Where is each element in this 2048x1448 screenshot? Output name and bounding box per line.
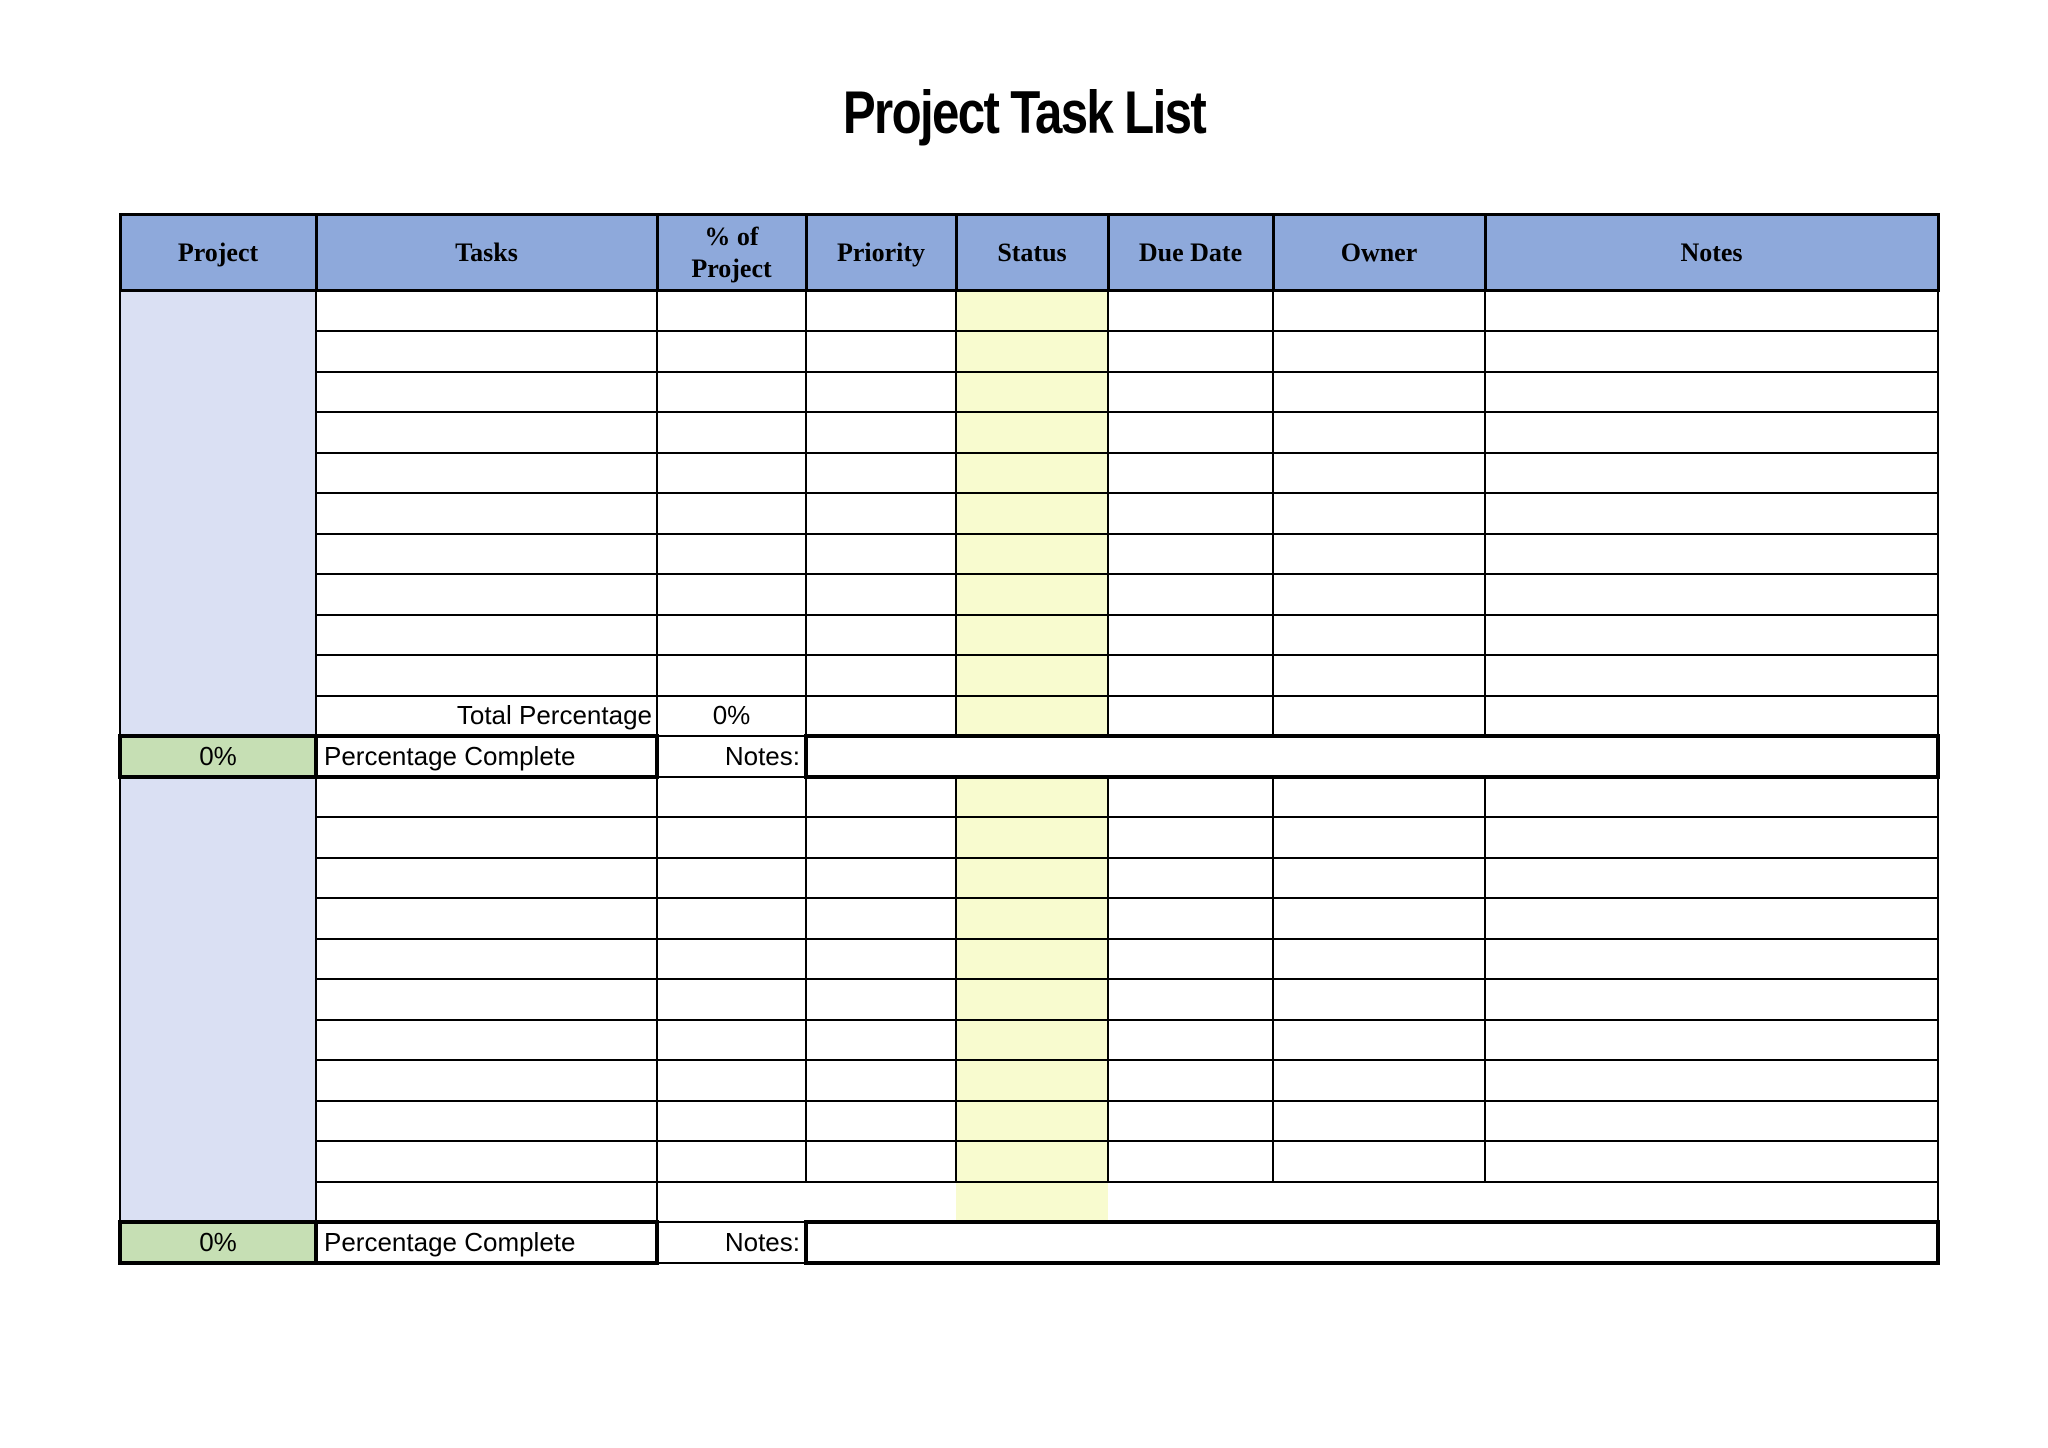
priority-cell[interactable] bbox=[806, 817, 956, 858]
task-cell[interactable] bbox=[316, 817, 657, 858]
pct-of-project-cell[interactable] bbox=[657, 291, 806, 332]
notes-cell[interactable] bbox=[1485, 939, 1938, 980]
pct-of-project-cell[interactable] bbox=[657, 898, 806, 939]
pct-of-project-cell[interactable] bbox=[657, 453, 806, 494]
pct-of-project-cell[interactable] bbox=[657, 858, 806, 899]
owner-cell[interactable] bbox=[1273, 817, 1485, 858]
pct-of-project-cell[interactable] bbox=[657, 331, 806, 372]
task-cell[interactable] bbox=[316, 291, 657, 332]
total-percentage-row bbox=[120, 696, 1938, 737]
due-date-cell[interactable] bbox=[1108, 453, 1273, 494]
task-cell[interactable] bbox=[316, 939, 657, 980]
task-row bbox=[120, 979, 1938, 1020]
owner-cell[interactable] bbox=[1273, 412, 1485, 453]
priority-cell[interactable] bbox=[806, 777, 956, 818]
task-row bbox=[120, 939, 1938, 980]
notes-cell[interactable] bbox=[1485, 1060, 1938, 1101]
due-date-cell[interactable] bbox=[1108, 1141, 1273, 1182]
owner-cell[interactable] bbox=[1273, 331, 1485, 372]
status-cell[interactable] bbox=[956, 574, 1108, 615]
pct-of-project-cell[interactable] bbox=[657, 777, 806, 818]
priority-cell[interactable] bbox=[806, 453, 956, 494]
pct-of-project-cell[interactable] bbox=[657, 372, 806, 413]
pct-of-project-cell[interactable] bbox=[657, 1141, 806, 1182]
task-row bbox=[120, 412, 1938, 453]
status-cell[interactable] bbox=[956, 291, 1108, 332]
blank-cell bbox=[1108, 1182, 1273, 1223]
task-row bbox=[120, 1101, 1938, 1142]
task-table bbox=[118, 213, 1940, 1265]
notes-label: Notes: bbox=[657, 736, 806, 777]
task-row bbox=[120, 372, 1938, 413]
status-cell[interactable] bbox=[956, 1141, 1108, 1182]
pct-of-project-cell[interactable] bbox=[657, 574, 806, 615]
col-header-owner: Owner bbox=[1273, 215, 1485, 291]
priority-cell[interactable] bbox=[806, 1141, 956, 1182]
pct-of-project-cell[interactable] bbox=[657, 817, 806, 858]
due-date-cell[interactable] bbox=[1108, 412, 1273, 453]
priority-cell[interactable] bbox=[806, 493, 956, 534]
notes-cell[interactable] bbox=[1485, 655, 1938, 696]
priority-cell[interactable] bbox=[806, 858, 956, 899]
total-percentage-label: Total Percentage bbox=[316, 696, 657, 737]
task-row bbox=[120, 777, 1938, 818]
col-header-status: Status bbox=[956, 215, 1108, 291]
task-row bbox=[120, 574, 1938, 615]
pct-of-project-cell[interactable] bbox=[657, 1020, 806, 1061]
due-date-cell[interactable] bbox=[1108, 939, 1273, 980]
due-date-cell[interactable] bbox=[1108, 574, 1273, 615]
due-date-cell[interactable] bbox=[1108, 534, 1273, 575]
task-cell[interactable] bbox=[316, 574, 657, 615]
owner-cell[interactable] bbox=[1273, 696, 1485, 737]
status-cell[interactable] bbox=[956, 1060, 1108, 1101]
due-date-cell[interactable] bbox=[1108, 777, 1273, 818]
status-cell[interactable] bbox=[956, 777, 1108, 818]
due-date-cell[interactable] bbox=[1108, 291, 1273, 332]
status-cell[interactable] bbox=[956, 858, 1108, 899]
notes-cell[interactable] bbox=[1485, 1101, 1938, 1142]
due-date-cell[interactable] bbox=[1108, 655, 1273, 696]
status-cell[interactable] bbox=[956, 1020, 1108, 1061]
owner-cell[interactable] bbox=[1273, 898, 1485, 939]
task-row bbox=[120, 534, 1938, 575]
page-title: Project Task List bbox=[842, 79, 1206, 146]
due-date-cell[interactable] bbox=[1108, 1060, 1273, 1101]
status-cell[interactable] bbox=[956, 655, 1108, 696]
blank-row bbox=[120, 1182, 1938, 1223]
due-date-cell[interactable] bbox=[1108, 615, 1273, 656]
task-cell[interactable] bbox=[316, 858, 657, 899]
owner-cell[interactable] bbox=[1273, 615, 1485, 656]
notes-cell[interactable] bbox=[1485, 898, 1938, 939]
notes-cell[interactable] bbox=[1485, 696, 1938, 737]
priority-cell[interactable] bbox=[806, 331, 956, 372]
task-row bbox=[120, 1020, 1938, 1061]
percentage-complete-row bbox=[120, 736, 1938, 777]
priority-cell[interactable] bbox=[806, 939, 956, 980]
priority-cell[interactable] bbox=[806, 291, 956, 332]
priority-cell[interactable] bbox=[806, 534, 956, 575]
task-cell[interactable] bbox=[316, 1182, 657, 1223]
col-header-priority: Priority bbox=[806, 215, 956, 291]
percentage-complete-label: Percentage Complete bbox=[316, 736, 657, 777]
task-row bbox=[120, 615, 1938, 656]
status-cell[interactable] bbox=[956, 939, 1108, 980]
blank-cell bbox=[657, 1182, 806, 1223]
notes-label: Notes: bbox=[657, 1222, 806, 1263]
notes-cell[interactable] bbox=[1485, 493, 1938, 534]
status-cell[interactable] bbox=[956, 979, 1108, 1020]
notes-cell[interactable] bbox=[1485, 858, 1938, 899]
status-cell[interactable] bbox=[956, 534, 1108, 575]
percentage-complete-value: 0% bbox=[120, 1222, 316, 1263]
col-header-pct-line1: % of bbox=[704, 221, 759, 251]
status-cell[interactable] bbox=[956, 453, 1108, 494]
status-cell[interactable] bbox=[956, 817, 1108, 858]
due-date-cell[interactable] bbox=[1108, 493, 1273, 534]
total-percentage-value: 0% bbox=[657, 696, 806, 737]
notes-cell[interactable] bbox=[1485, 372, 1938, 413]
task-cell[interactable] bbox=[316, 331, 657, 372]
status-cell bbox=[956, 1182, 1108, 1223]
priority-cell[interactable] bbox=[806, 979, 956, 1020]
owner-cell[interactable] bbox=[1273, 655, 1485, 696]
notes-cell[interactable] bbox=[1485, 1020, 1938, 1061]
due-date-cell[interactable] bbox=[1108, 372, 1273, 413]
task-table-body bbox=[120, 291, 1938, 1263]
pct-of-project-cell[interactable] bbox=[657, 655, 806, 696]
due-date-cell[interactable] bbox=[1108, 331, 1273, 372]
priority-cell[interactable] bbox=[806, 412, 956, 453]
task-cell[interactable] bbox=[316, 453, 657, 494]
owner-cell[interactable] bbox=[1273, 372, 1485, 413]
task-row bbox=[120, 291, 1938, 332]
notes-cell[interactable] bbox=[1485, 979, 1938, 1020]
notes-cell[interactable] bbox=[1485, 291, 1938, 332]
task-cell[interactable] bbox=[316, 1101, 657, 1142]
priority-cell[interactable] bbox=[806, 1020, 956, 1061]
pct-of-project-cell[interactable] bbox=[657, 1060, 806, 1101]
owner-cell[interactable] bbox=[1273, 291, 1485, 332]
owner-cell[interactable] bbox=[1273, 1060, 1485, 1101]
owner-cell[interactable] bbox=[1273, 1020, 1485, 1061]
priority-cell[interactable] bbox=[806, 1101, 956, 1142]
col-header-pct-line2: Project bbox=[691, 253, 772, 283]
pct-of-project-cell[interactable] bbox=[657, 615, 806, 656]
task-cell[interactable] bbox=[316, 655, 657, 696]
task-cell[interactable] bbox=[316, 372, 657, 413]
blank-cell bbox=[1485, 1182, 1938, 1223]
notes-cell[interactable] bbox=[1485, 534, 1938, 575]
due-date-cell[interactable] bbox=[1108, 858, 1273, 899]
owner-cell[interactable] bbox=[1273, 858, 1485, 899]
due-date-cell[interactable] bbox=[1108, 898, 1273, 939]
percentage-complete-label: Percentage Complete bbox=[316, 1222, 657, 1263]
pct-of-project-cell[interactable] bbox=[657, 1101, 806, 1142]
notes-cell[interactable] bbox=[1485, 331, 1938, 372]
task-row bbox=[120, 898, 1938, 939]
task-row bbox=[120, 331, 1938, 372]
blank-cell bbox=[1273, 1182, 1485, 1223]
owner-cell[interactable] bbox=[1273, 574, 1485, 615]
priority-cell[interactable] bbox=[806, 615, 956, 656]
col-header-notes: Notes bbox=[1485, 215, 1938, 291]
status-cell[interactable] bbox=[956, 898, 1108, 939]
owner-cell[interactable] bbox=[1273, 493, 1485, 534]
due-date-cell[interactable] bbox=[1108, 696, 1273, 737]
pct-of-project-cell[interactable] bbox=[657, 939, 806, 980]
project-name-cell[interactable] bbox=[120, 777, 316, 1223]
status-cell[interactable] bbox=[956, 412, 1108, 453]
pct-of-project-cell[interactable] bbox=[657, 534, 806, 575]
project-name-cell[interactable] bbox=[120, 291, 316, 737]
status-cell[interactable] bbox=[956, 493, 1108, 534]
owner-cell[interactable] bbox=[1273, 777, 1485, 818]
task-cell[interactable] bbox=[316, 898, 657, 939]
task-row bbox=[120, 817, 1938, 858]
notes-cell[interactable] bbox=[1485, 412, 1938, 453]
notes-cell[interactable] bbox=[1485, 1141, 1938, 1182]
percentage-complete-row bbox=[120, 1222, 1938, 1263]
task-cell[interactable] bbox=[316, 534, 657, 575]
task-cell[interactable] bbox=[316, 493, 657, 534]
task-cell[interactable] bbox=[316, 615, 657, 656]
col-header-due-date: Due Date bbox=[1108, 215, 1273, 291]
pct-of-project-cell[interactable] bbox=[657, 412, 806, 453]
priority-cell[interactable] bbox=[806, 696, 956, 737]
pct-of-project-cell[interactable] bbox=[657, 493, 806, 534]
notes-cell[interactable] bbox=[1485, 817, 1938, 858]
priority-cell[interactable] bbox=[806, 898, 956, 939]
owner-cell[interactable] bbox=[1273, 979, 1485, 1020]
task-row bbox=[120, 453, 1938, 494]
due-date-cell[interactable] bbox=[1108, 979, 1273, 1020]
owner-cell[interactable] bbox=[1273, 1101, 1485, 1142]
task-cell[interactable] bbox=[316, 1141, 657, 1182]
status-cell[interactable] bbox=[956, 696, 1108, 737]
notes-cell[interactable] bbox=[1485, 453, 1938, 494]
task-row bbox=[120, 1141, 1938, 1182]
due-date-cell[interactable] bbox=[1108, 1020, 1273, 1061]
notes-cell[interactable] bbox=[1485, 615, 1938, 656]
priority-cell[interactable] bbox=[806, 372, 956, 413]
owner-cell[interactable] bbox=[1273, 534, 1485, 575]
status-cell[interactable] bbox=[956, 331, 1108, 372]
task-cell[interactable] bbox=[316, 412, 657, 453]
priority-cell[interactable] bbox=[806, 1060, 956, 1101]
blank-cell bbox=[806, 1182, 956, 1223]
task-cell[interactable] bbox=[316, 1060, 657, 1101]
priority-cell[interactable] bbox=[806, 574, 956, 615]
status-cell[interactable] bbox=[956, 615, 1108, 656]
pct-of-project-cell[interactable] bbox=[657, 979, 806, 1020]
status-cell[interactable] bbox=[956, 372, 1108, 413]
header-row bbox=[120, 215, 1938, 291]
notes-cell[interactable] bbox=[1485, 574, 1938, 615]
task-row bbox=[120, 655, 1938, 696]
task-cell[interactable] bbox=[316, 1020, 657, 1061]
notes-cell[interactable] bbox=[1485, 777, 1938, 818]
status-cell[interactable] bbox=[956, 1101, 1108, 1142]
project-notes-field[interactable] bbox=[806, 1222, 1938, 1263]
due-date-cell[interactable] bbox=[1108, 1101, 1273, 1142]
task-cell[interactable] bbox=[316, 979, 657, 1020]
percentage-complete-value: 0% bbox=[120, 736, 316, 777]
task-row bbox=[120, 493, 1938, 534]
priority-cell[interactable] bbox=[806, 655, 956, 696]
task-cell[interactable] bbox=[316, 777, 657, 818]
task-row bbox=[120, 858, 1938, 899]
project-notes-field[interactable] bbox=[806, 736, 1938, 777]
owner-cell[interactable] bbox=[1273, 939, 1485, 980]
due-date-cell[interactable] bbox=[1108, 817, 1273, 858]
owner-cell[interactable] bbox=[1273, 453, 1485, 494]
col-header-pct-of-project bbox=[657, 215, 806, 291]
col-header-project: Project bbox=[120, 215, 316, 291]
owner-cell[interactable] bbox=[1273, 1141, 1485, 1182]
col-header-tasks: Tasks bbox=[316, 215, 657, 291]
task-row bbox=[120, 1060, 1938, 1101]
